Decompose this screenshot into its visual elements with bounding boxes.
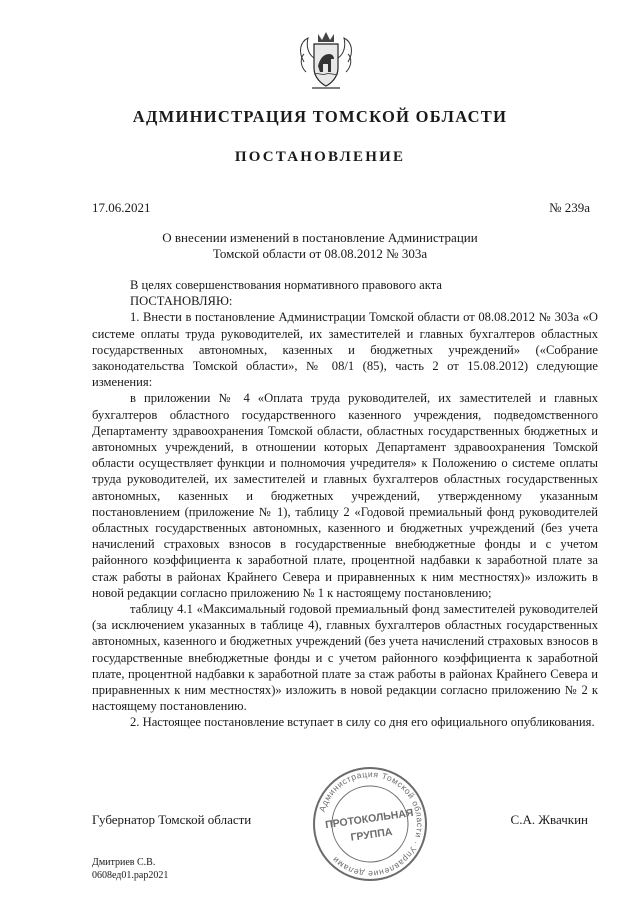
executor-code: 0608ед01.рар2021 (92, 870, 169, 881)
stamp-line-2: ГРУППА (349, 826, 394, 844)
paragraph-item-1-table-4-1: таблицу 4.1 «Максимальный годовой премиальный фонд заместителей руководителей (за исключением указанных в таблице 4), главных бухгалтеров областных государственных автономных, казенного и бюджетных учреждений (без учета начислений страховых взносов в государственные внебюджетные фонды и с учетом районного коэффициента к заработной плате, процентной надбавки к заработной плате за стаж работы в районах Крайнего Севера и приравненных к ним местностях)» изложить в новой редакции согласно приложению № 2 к настоящему постановлению. (92, 602, 598, 714)
protocol-group-stamp (310, 764, 430, 884)
document-body (92, 277, 598, 731)
paragraph-item-1: 1. Внести в постановление Администрации Томской области от 08.08.2012 № 303а «О системе оплаты труда руководителей, их заместителей и главных бухгалтеров областных государственных автономных, казенных и бюджетных учреждений» («Собрание законодательства Томской области», № 08/1 (85), часть 2 от 15.08.2012) следующие изменения: (92, 310, 598, 390)
subject-line-2: Томской области от 08.08.2012 № 303а (212, 246, 428, 261)
coat-of-arms-emblem (296, 28, 356, 92)
signatory-position: Губернатор Томской области (92, 812, 252, 827)
executor-name: Дмитриев С.В. (92, 857, 156, 868)
stamp-line-1: ПРОТОКОЛЬНАЯ (324, 806, 415, 832)
executor-info (92, 856, 168, 882)
organization-title: АДМИНИСТРАЦИЯ ТОМСКОЙ ОБЛАСТИ (132, 107, 508, 126)
paragraph-item-2: 2. Настоящее постановление вступает в силу со дня его официального опубликования. (130, 715, 595, 730)
preamble: В целях совершенствования нормативного правового акта (130, 278, 442, 292)
stamp-outer-text: Администрация Томской области · Управление делами (316, 768, 426, 880)
document-type: ПОСТАНОВЛЕНИЕ (234, 149, 406, 165)
subject-line-1: О внесении изменений в постановление Администрации (162, 230, 478, 245)
signatory-name: С.А. Жвачкин (510, 812, 588, 827)
document-number: № 239а (549, 200, 590, 215)
tomsk-coat-of-arms-icon (296, 28, 356, 92)
document-date: 17.06.2021 (92, 200, 151, 215)
protocol-group-stamp-icon (310, 764, 430, 884)
document-subject (130, 230, 510, 262)
paragraph-item-1-annex-4: в приложении № 4 «Оплата труда руководителей, их заместителей и главных бухгалтеров областного государственного казенного учреждения, подведомственного Департаменту здравоохранения Томской области, областных государственных бюджетных и автономных учреждений, в отношении которых Департамент здравоохранения Томской области осуществляет функции и полномочия учредителя» к Положению о системе оплаты труда руководителей, их заместителей и главных бухгалтеров областных государственных автономных, казенных и бюджетных учреждений, утвержденному указанным постановлением (приложение № 1), таблицу 2 «Годовой премиальный фонд руководителей областных государственных автономных, казенного и бюджетных учреждений (без учета начислений страховых взносов в государственные внебюджетные фонды и с учетом районного коэффициента к заработной плате, процентной надбавки к заработной плате за стаж работы в районах Крайнего Севера и приравненных к ним местностях)» изложить в новой редакции согласно приложению № 1 к настоящему постановлению; (92, 391, 598, 600)
decree-word: ПОСТАНОВЛЯЮ: (130, 294, 233, 309)
